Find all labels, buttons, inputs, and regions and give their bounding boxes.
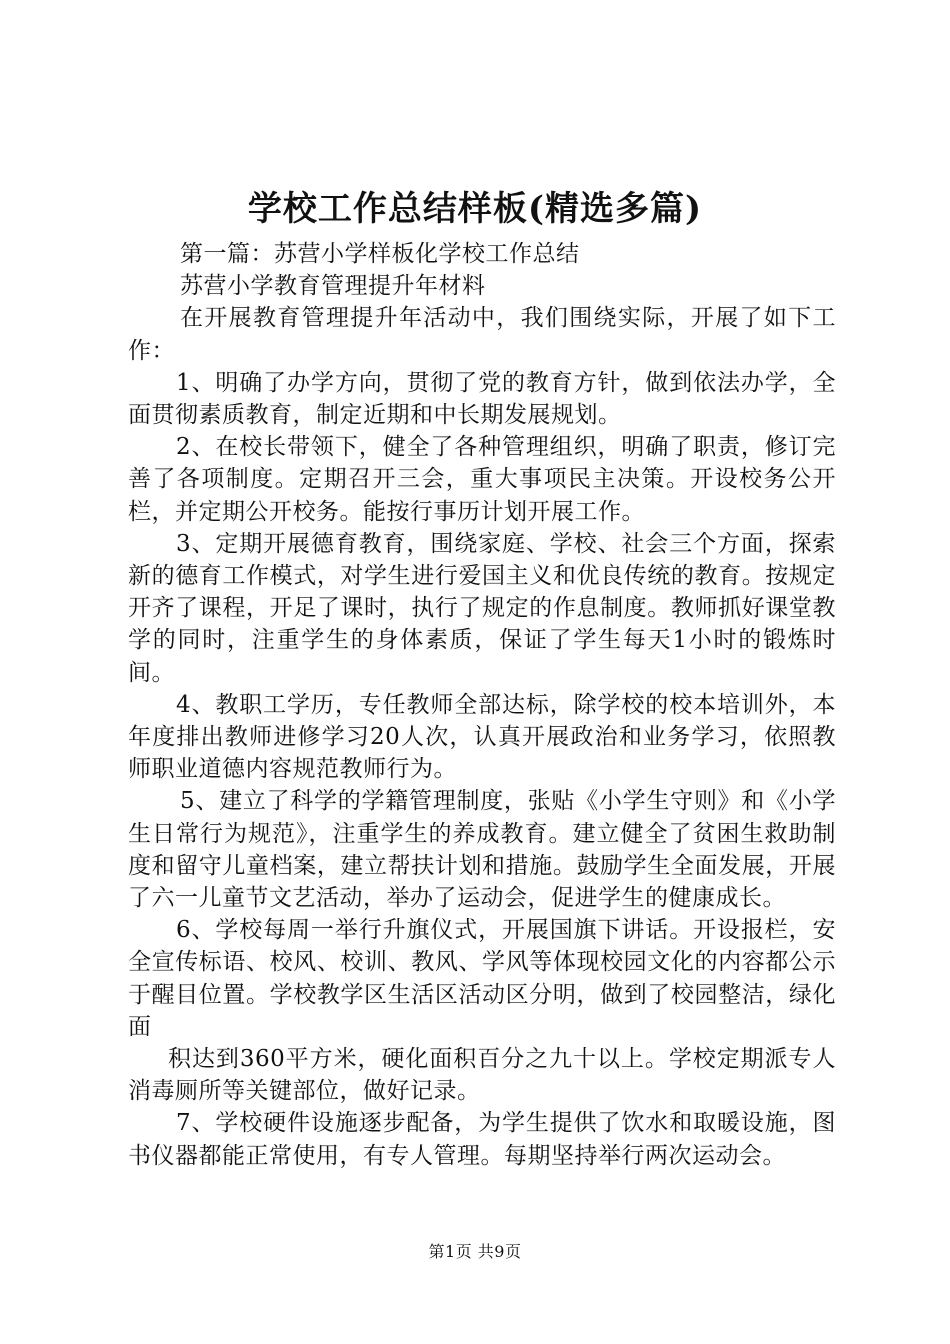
intro-paragraph: 在开展教育管理提升年活动中，我们围绕实际，开展了如下工作：	[128, 305, 836, 364]
page-number-footer: 第1页 共9页	[428, 1242, 522, 1261]
section-heading: 第一篇：苏营小学样板化学校工作总结	[180, 241, 580, 267]
paragraph-continuation: 积达到360平方米，硬化面积百分之九十以上。学校定期派专人消毒厕所等关键部位，做好记录。	[128, 1046, 836, 1105]
paragraph-item-1: 1、明确了办学方向，贯彻了党的教育方针，做到依法办学，全面贯彻素质教育，制定近期和中长期发展规划。	[128, 369, 836, 429]
paragraph-item-5: 5、建立了科学的学籍管理制度，张贴《小学生守则》和《小学生日常行为规范》，注重学生的养成教育。建立健全了贫困生救助制度和留守儿童档案，建立帮扶计划和措施。鼓励学生全面发展，开展了六一儿童节文艺活动，举办了运动会，促进学生的健康成长。	[128, 788, 836, 912]
document-title: 学校工作总结样板(精选多篇)	[247, 189, 703, 229]
paragraph-item-3: 3、定期开展德育教育，围绕家庭、学校、社会三个方面，探索新的德育工作模式，对学生进行爱国主义和优良传统的教育。按规定开齐了课程，开足了课时，执行了规定的作息制度。教师抓好课堂教学的同时，注重学生的身体素质，保证了学生每天1小时的锻炼时间。	[128, 530, 836, 686]
paragraph-item-7: 7、学校硬件设施逐步配备，为学生提供了饮水和取暖设施，图书仪器都能正常使用，有专人管理。每期坚持举行两次运动会。	[128, 1110, 836, 1169]
subtitle: 苏营小学教育管理提升年材料	[180, 273, 486, 300]
document-body	[128, 238, 836, 1172]
paragraph-item-2: 2、在校长带领下，健全了各种管理组织，明确了职责，修订完善了各项制度。定期召开三会，重大事项民主决策。开设校务公开栏，并定期公开校务。能按行事历计划开展工作。	[128, 434, 836, 525]
paragraph-item-4: 4、教职工学历，专任教师全部达标，除学校的校本培训外，本年度排出教师进修学习20人次，认真开展政治和业务学习，依照教师职业道德内容规范教师行为。	[128, 691, 836, 783]
paragraph-item-6: 6、学校每周一举行升旗仪式，开展国旗下讲话。开设报栏，安全宣传标语、校风、校训、教风、学风等体现校园文化的内容都公示于醒目位置。学校教学区生活区活动区分明，做到了校园整洁，绿化面	[128, 917, 836, 1040]
